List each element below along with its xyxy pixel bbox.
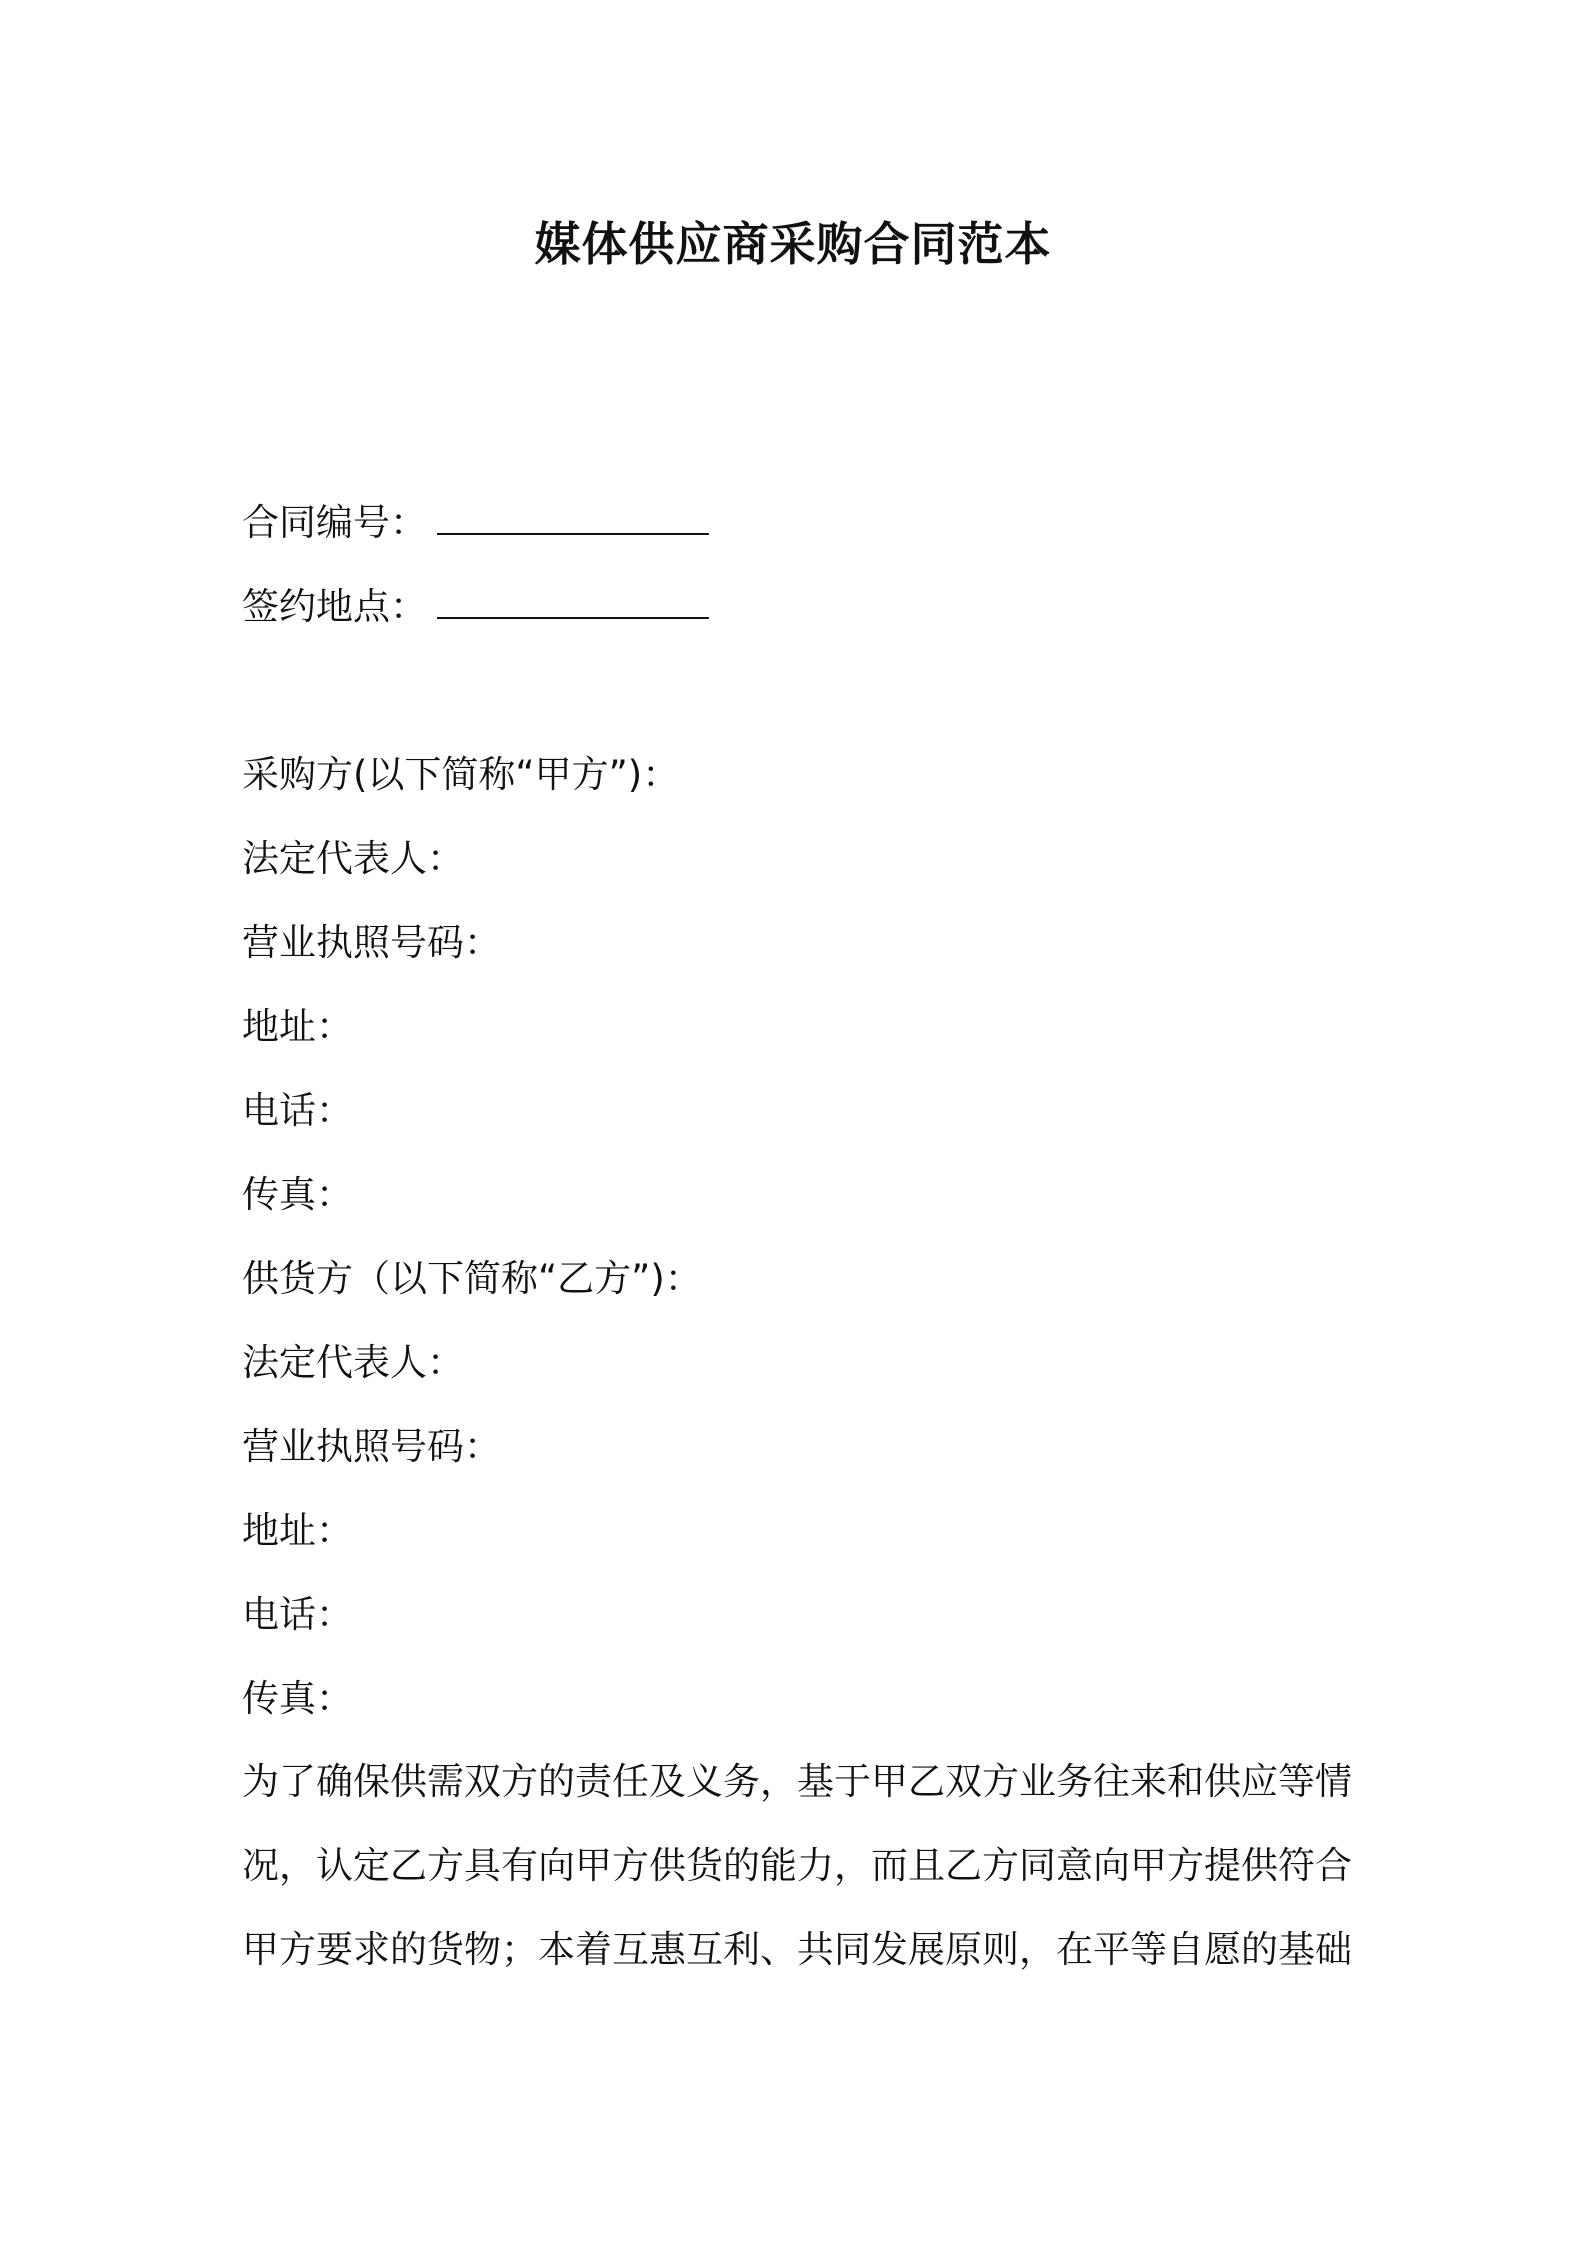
contract-number-label: 合同编号： [242, 501, 427, 544]
contract-number-blank [437, 499, 709, 535]
preamble-line: 况，认定乙方具有向甲方供货的能力，而且乙方同意向甲方提供符合 [242, 1844, 1352, 1887]
document-title: 媒体供应商采购合同范本 [534, 217, 1052, 271]
preamble-line: 甲方要求的货物；本着互惠互利、共同发展原则，在平等自愿的基础 [242, 1928, 1352, 1971]
party-a-address: 地址： [242, 1005, 353, 1048]
party-a-license-no: 营业执照号码： [242, 921, 501, 964]
party-b-legal-rep: 法定代表人： [242, 1341, 464, 1384]
party-b-phone: 电话： [242, 1593, 353, 1636]
party-a-heading: 采购方(以下简称“甲方”)： [242, 753, 680, 796]
party-a-phone: 电话： [242, 1089, 353, 1132]
party-b-address: 地址： [242, 1509, 353, 1552]
signing-place-blank [437, 583, 709, 619]
preamble-line: 为了确保供需双方的责任及义务，基于甲乙双方业务往来和供应等情 [242, 1760, 1352, 1803]
party-b-license-no: 营业执照号码： [242, 1425, 501, 1468]
signing-place-label: 签约地点： [242, 585, 427, 628]
party-b-fax: 传真： [242, 1677, 353, 1720]
party-a-legal-rep: 法定代表人： [242, 837, 464, 880]
preamble-paragraph [242, 1740, 1352, 1992]
party-b-heading: 供货方（以下简称“乙方”)： [242, 1257, 702, 1300]
party-a-fax: 传真： [242, 1173, 353, 1216]
contract-number-field [242, 498, 709, 548]
signing-place-field [242, 582, 709, 632]
